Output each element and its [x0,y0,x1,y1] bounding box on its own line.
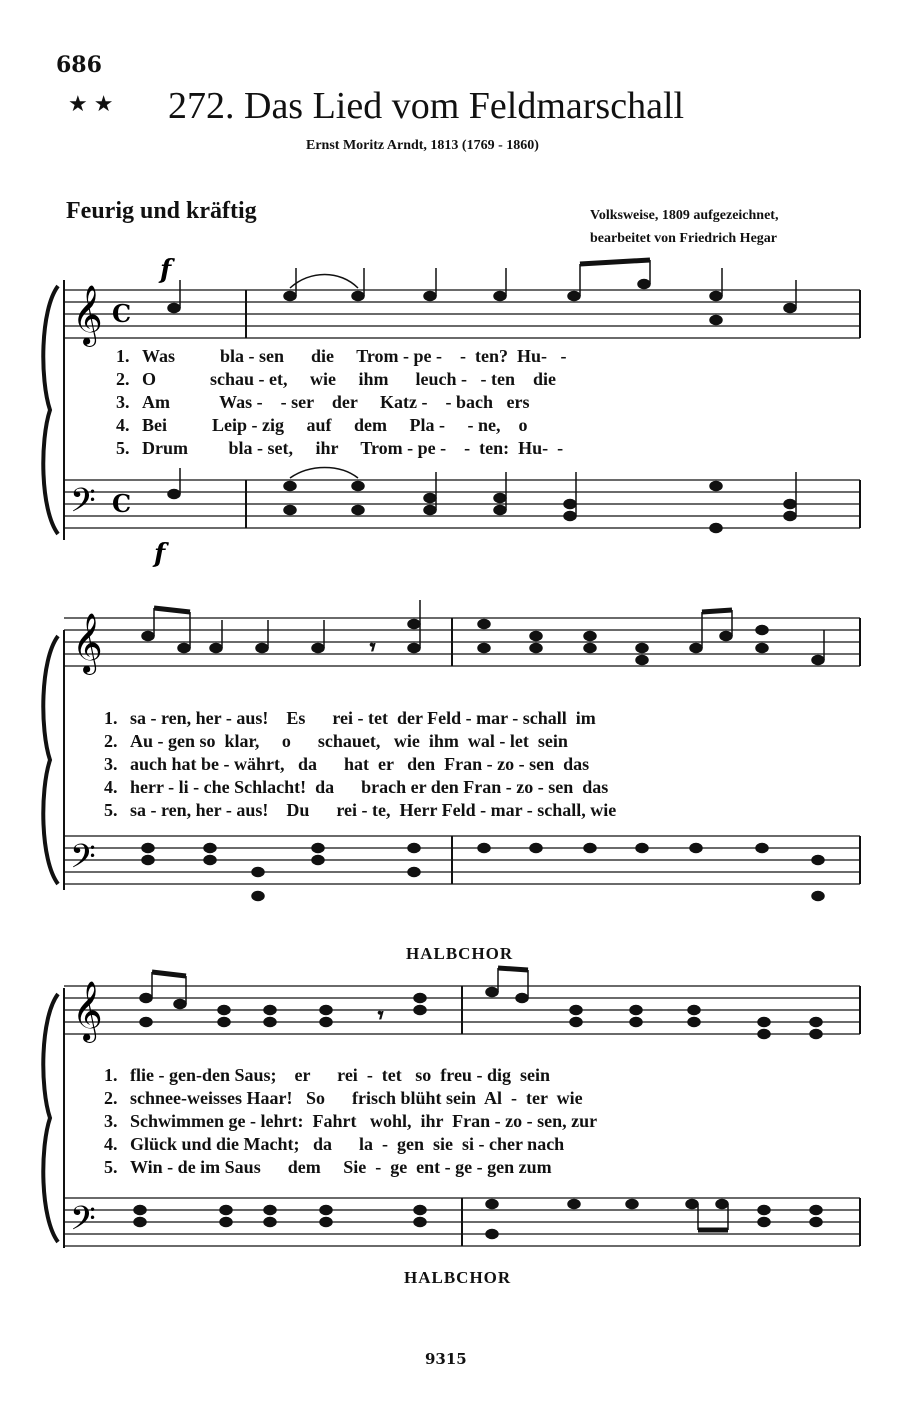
lyric-line [116,368,567,391]
lyric-line [116,391,567,414]
halbchor-label-bottom: HALBCHOR [404,1268,512,1287]
lyric-text: flie - gen-den Saus; er rei - tet so freu - dig sein [130,1065,550,1085]
composer-credit-line: bearbeitet von Friedrich Hegar [590,231,778,246]
plate-number: 9315 [425,1350,467,1368]
lyric-text: Was bla - sen die Trom - pe - - ten? Hu- - [142,346,567,366]
lyric-text: Glück und die Macht; da la - gen sie si - cher nach [130,1134,565,1154]
verse-number: 5. [116,438,130,458]
bass-clef-icon: 𝄢 [70,1200,96,1246]
lyric-line [104,1110,597,1133]
verse-number: 5. [104,800,118,820]
lyric-line [104,730,616,753]
lyric-line [104,799,616,822]
lyric-text: Am Was - - ser der Katz - - bach ers [142,392,530,412]
lyric-line [104,1133,597,1156]
treble-notes [168,260,796,325]
verse-number: 2. [116,369,130,389]
treble-staff [64,618,860,666]
lyric-text: sa - ren, her - aus! Es rei - tet der Feld - mar - schall im [130,708,596,728]
verse-number: 4. [116,415,130,435]
lyric-line [104,1156,597,1179]
lyric-line [116,345,567,368]
lyric-line [104,707,616,730]
treble-notes [140,968,822,1039]
treble-clef-icon: 𝄞 [72,613,103,673]
lyric-text: sa - ren, her - aus! Du rei - te, Herr Feld - mar - schall, wie [130,800,617,820]
verse-number: 4. [104,777,118,797]
bass-clef-icon: 𝄢 [70,838,96,884]
verse-number: 2. [104,1088,118,1108]
lyric-text: Drum bla - set, ihr Trom - pe - - ten: Hu- - [142,438,564,458]
verse-number: 1. [104,1065,118,1085]
lyric-text: O schau - et, wie ihm leuch - - ten die [142,369,556,389]
composer-credit-line: Volksweise, 1809 aufgezeichnet, [590,208,779,223]
bass-notes [134,1200,822,1239]
difficulty-stars: ★★ [68,92,120,117]
composer-credit [590,204,778,250]
verse-number: 1. [116,346,130,366]
lyric-text: schnee-weisses Haar! So frisch blüht sein Al - ter wie [130,1088,583,1108]
lyric-text: Schwimmen ge - lehrt: Fahrt wohl, ihr Fran - zo - sen, zur [130,1111,598,1131]
lyric-line [104,1087,597,1110]
bass-staff [64,836,860,884]
dynamic-forte: f [154,539,166,569]
system-brace [43,994,58,1242]
bass-clef-icon: 𝄢 [70,482,96,528]
halbchor-label-top: HALBCHOR [406,944,514,963]
lyric-text: Au - gen so klar, o schauet, wie ihm wal - let sein [130,731,568,751]
lyric-text: Win - de im Saus dem Sie - ge ent - ge - gen zum [130,1157,552,1177]
lyric-text: auch hat be - währt, da hat er den Fran - zo - sen das [130,754,590,774]
system-brace [43,636,58,884]
song-title: 272. Das Lied vom Feldmarschall [168,85,685,127]
lyrics-block-1 [116,345,567,460]
lyric-line [104,1064,597,1087]
lyrics-block-2 [104,707,616,822]
verse-number: 5. [104,1157,118,1177]
lyric-text: herr - li - che Schlacht! da brach er den Fran - zo - sen das [130,777,609,797]
treble-clef-icon: 𝄞 [72,285,103,345]
verse-number: 3. [104,1111,118,1131]
lyricist-credit: Ernst Moritz Arndt, 1813 (1769 - 1860) [306,138,539,153]
bass-notes [168,468,796,533]
lyric-line [116,414,567,437]
verse-number: 4. [104,1134,118,1154]
treble-staff [64,290,860,338]
system-brace [43,286,58,534]
lyric-line [104,776,616,799]
svg-text:𝄾: 𝄾 [378,1003,384,1027]
verse-number: 2. [104,731,118,751]
lyric-text: Bei Leip - zig auf dem Pla - - ne, o [142,415,528,435]
time-signature: C [112,489,132,518]
svg-text:𝄾: 𝄾 [370,635,376,659]
dynamic-forte: f [160,255,172,285]
page-number: 686 [56,52,102,78]
tempo-marking: Feurig und kräftig [66,198,257,224]
treble-clef-icon: 𝄞 [72,981,103,1041]
treble-notes [142,600,824,665]
time-signature: C [112,299,132,328]
lyric-line [116,437,567,460]
verse-number: 1. [104,708,118,728]
verse-number: 3. [116,392,130,412]
lyrics-block-3 [104,1064,597,1179]
bass-staff [64,480,860,528]
lyric-line [104,753,616,776]
verse-number: 3. [104,754,118,774]
